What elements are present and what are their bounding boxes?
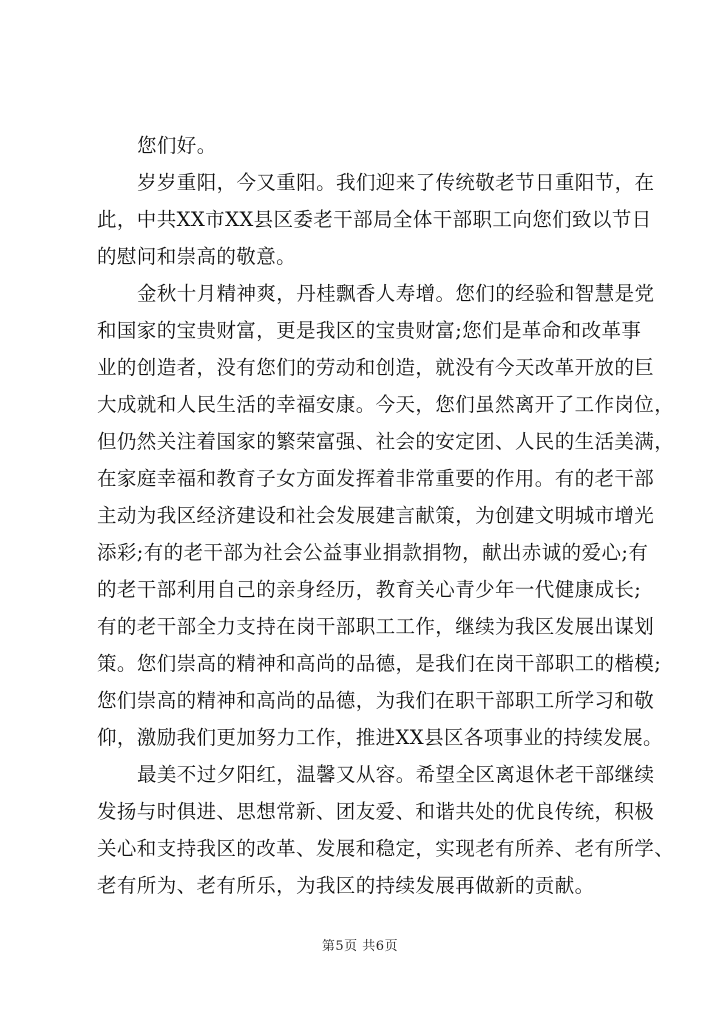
- text-line: 有的老干部全力支持在岗干部职工工作，继续为我区发展出谋划: [97, 615, 655, 638]
- page-number-footer: 第5页 共6页: [321, 939, 399, 954]
- text-line: 您们好。: [137, 134, 217, 157]
- text-line: 金秋十月精神爽，丹桂飘香人寿增。您们的经验和智慧是党: [137, 282, 655, 305]
- text-line: 仰，激励我们更加努力工作，推进XX县区各项事业的持续发展。: [97, 726, 663, 749]
- paragraph-opening: [97, 164, 697, 275]
- text-line: 老有所为、老有所乐，为我区的持续发展再做新的贡献。: [97, 874, 595, 897]
- paragraph-tribute: [97, 275, 697, 756]
- text-line: 业的创造者，没有您们的劳动和创造，就没有今天改革开放的巨: [97, 356, 655, 379]
- text-line: 最美不过夕阳红，温馨又从容。希望全区离退休老干部继续: [137, 763, 655, 786]
- paragraph-closing: [97, 756, 697, 904]
- text-line: 您们崇高的精神和高尚的品德，为我们在职干部职工所学习和敬: [97, 689, 655, 712]
- text-line: 的慰问和崇高的敬意。: [97, 245, 297, 268]
- text-line: 此，中共XX市XX县区委老干部局全体干部职工向您们致以节日: [97, 208, 652, 231]
- text-line: 在家庭幸福和教育子女方面发挥着非常重要的作用。有的老干部: [97, 467, 655, 490]
- text-line: 岁岁重阳，今又重阳。我们迎来了传统敬老节日重阳节，在: [137, 171, 655, 194]
- text-line: 的老干部利用自己的亲身经历，教育关心青少年一代健康成长;: [97, 578, 642, 601]
- text-line: 关心和支持我区的改革、发展和稳定，实现老有所养、老有所学、: [97, 837, 675, 860]
- text-line: 添彩;有的老干部为社会公益事业捐款捐物，献出赤诚的爱心;有: [97, 541, 649, 564]
- text-line: 主动为我区经济建设和社会发展建言献策，为创建文明城市增光: [97, 504, 655, 527]
- letter-body: [97, 127, 697, 904]
- text-line: 大成就和人民生活的幸福安康。今天，您们虽然离开了工作岗位，: [97, 393, 675, 416]
- paragraph-greeting: [97, 127, 697, 164]
- text-line: 和国家的宝贵财富，更是我区的宝贵财富;您们是革命和改革事: [97, 319, 642, 342]
- text-line: 策。您们崇高的精神和高尚的品德，是我们在岗干部职工的楷模;: [97, 652, 662, 675]
- text-line: 但仍然关注着国家的繁荣富强、社会的安定团、人民的生活美满，: [97, 430, 675, 453]
- text-line: 发扬与时俱进、思想常新、团友爱、和谐共处的优良传统，积极: [97, 800, 655, 823]
